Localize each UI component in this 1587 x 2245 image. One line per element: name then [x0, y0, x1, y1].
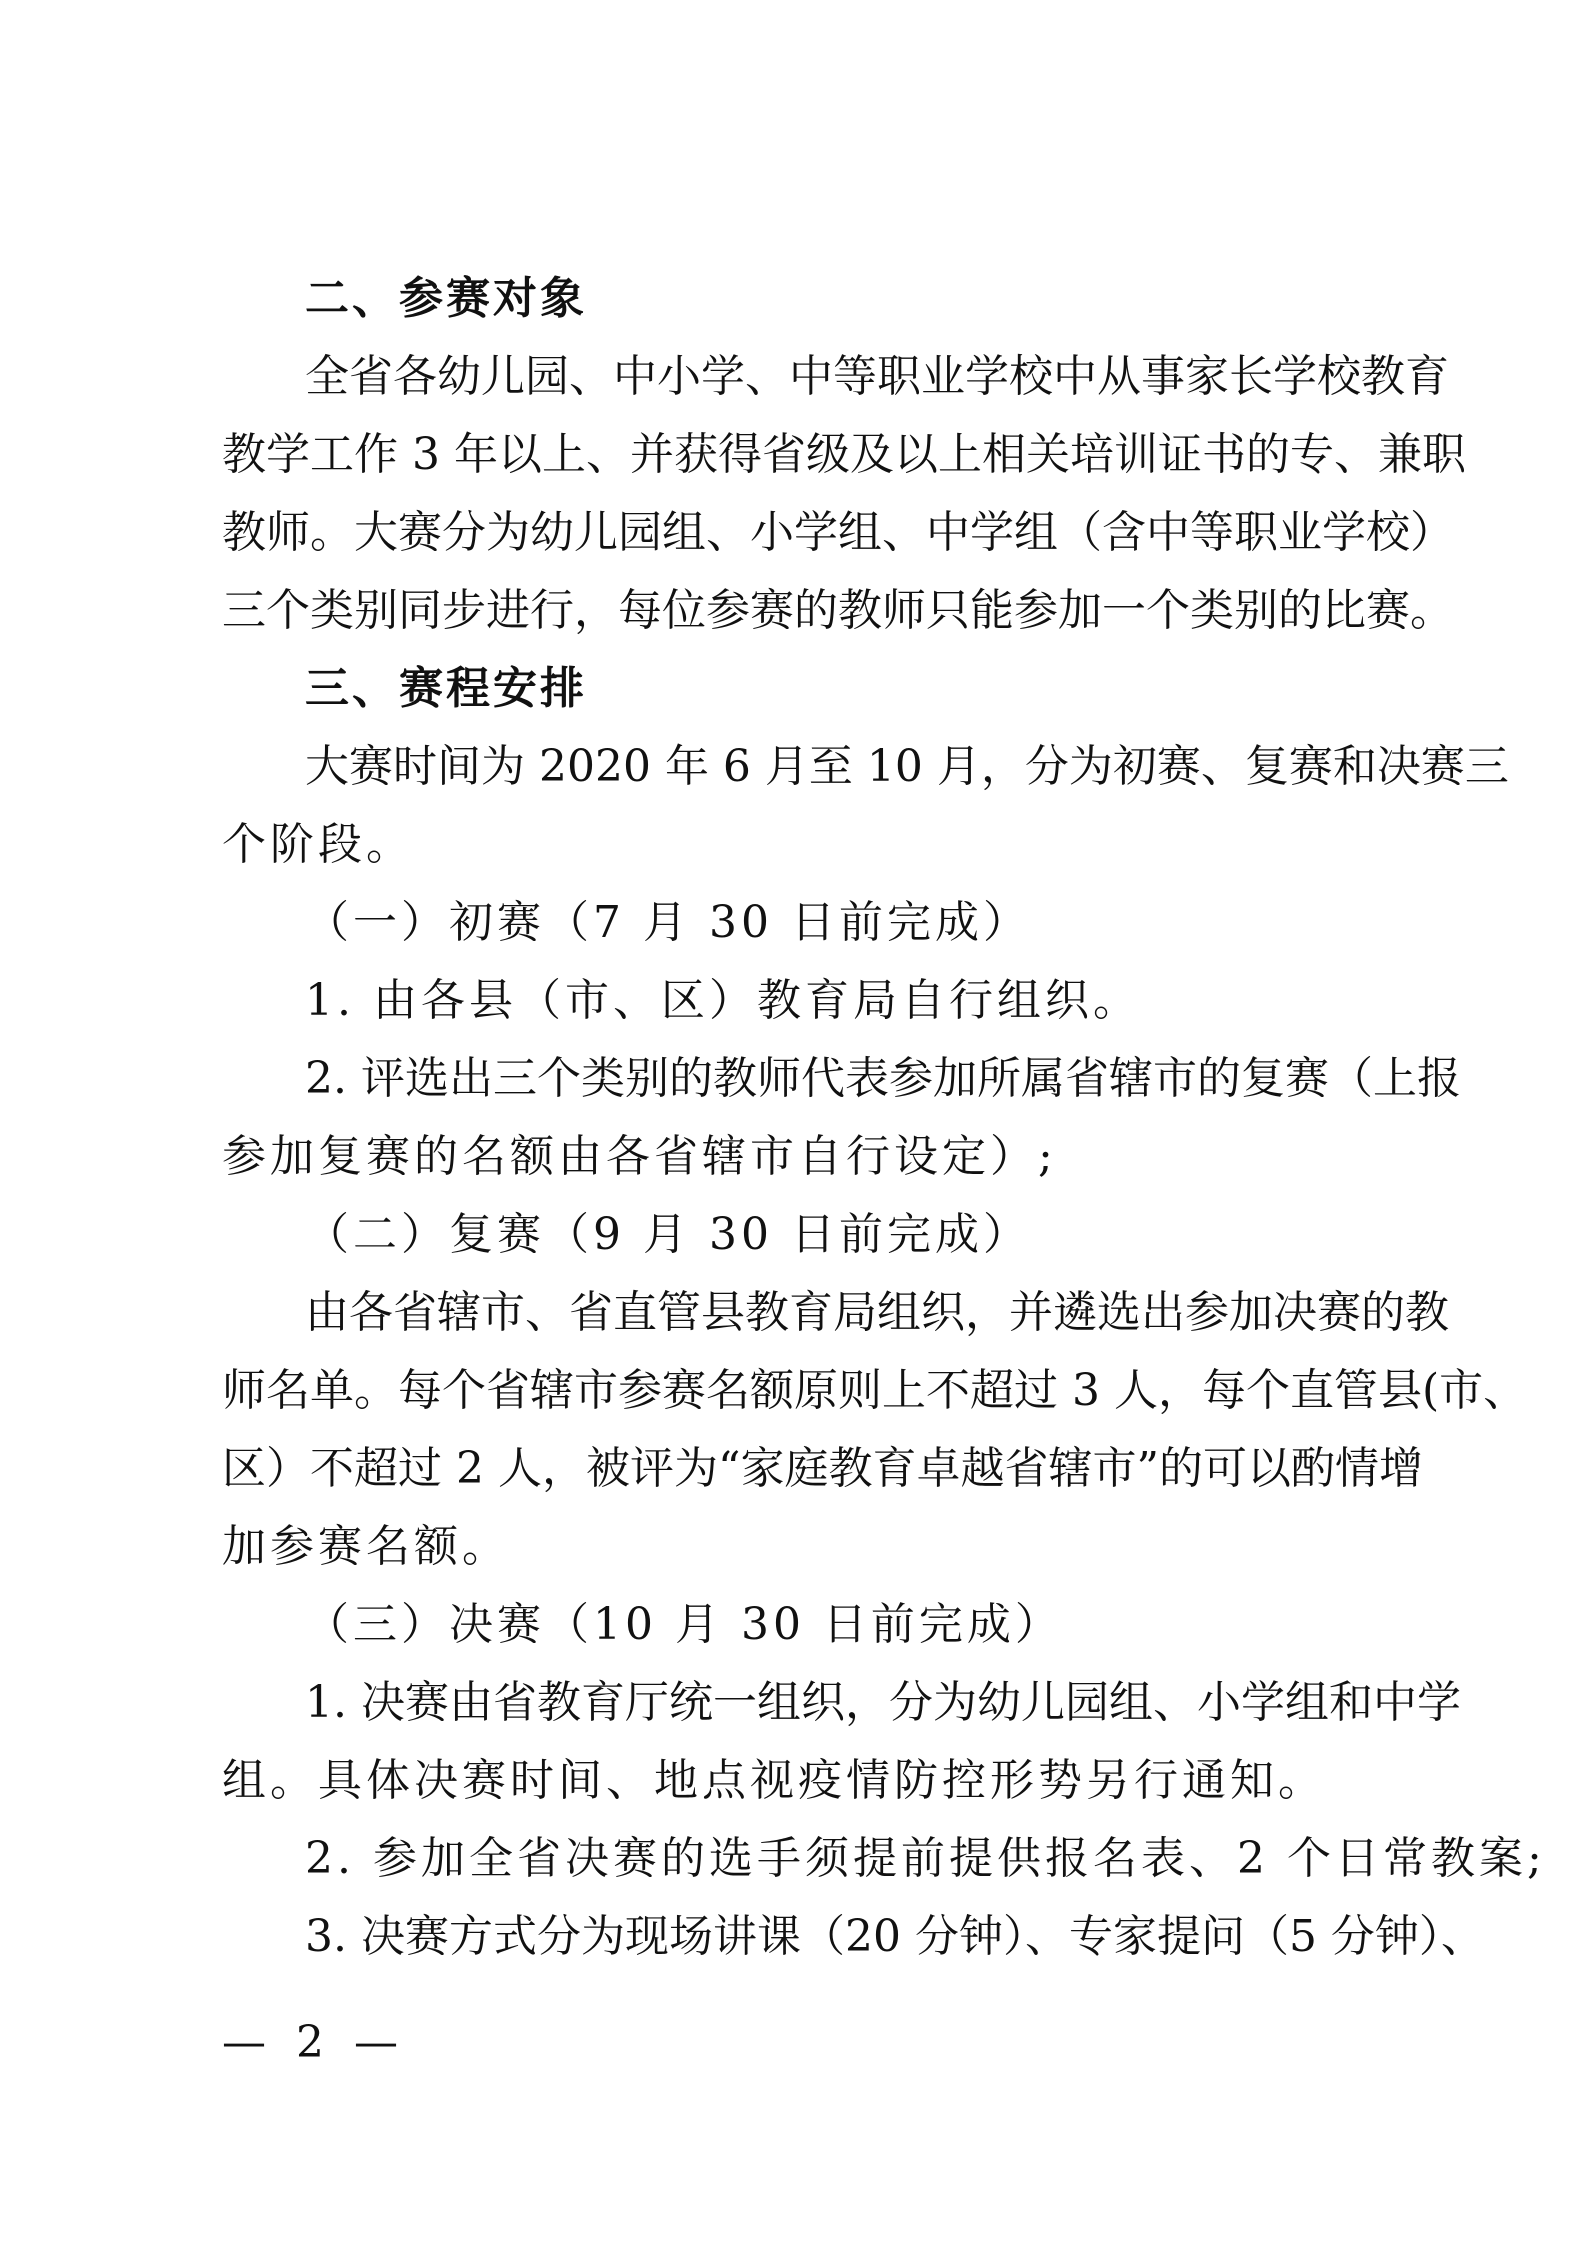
list-item: 组。具体决赛时间、地点视疫情防控形势另行通知。: [222, 1755, 1326, 1806]
subheading-preliminary: （一）初赛（7 月 30 日前完成）: [305, 897, 1031, 948]
list-item: 2. 评选出三个类别的教师代表参加所属省辖市的复赛（上报: [305, 1053, 1461, 1104]
list-item: 1. 决赛由省教育厅统一组织，分为幼儿园组、小学组和中学: [305, 1677, 1461, 1728]
list-item: 1. 由各县（市、区）教育局自行组织。: [305, 975, 1141, 1026]
subheading-semifinal: （二）复赛（9 月 30 日前完成）: [305, 1209, 1031, 1260]
paragraph-line: 个阶段。: [222, 819, 414, 870]
paragraph-line: 师名单。每个省辖市参赛名额原则上不超过 3 人，每个直管县(市、: [222, 1365, 1528, 1416]
paragraph-line: 由各省辖市、省直管县教育局组织，并遴选出参加决赛的教: [305, 1287, 1449, 1338]
section-heading-participants: 二、参赛对象: [305, 273, 587, 324]
section-heading-schedule: 三、赛程安排: [305, 663, 587, 714]
paragraph-line: 大赛时间为 2020 年 6 月至 10 月，分为初赛、复赛和决赛三: [305, 741, 1509, 792]
subheading-final: （三）决赛（10 月 30 日前完成）: [305, 1599, 1063, 1650]
list-item: 2. 参加全省决赛的选手须提前提供报名表、2 个日常教案;: [305, 1833, 1546, 1884]
page-number: — 2 —: [222, 2017, 406, 2068]
list-item: 参加复赛的名额由各省辖市自行设定）;: [222, 1131, 1057, 1182]
paragraph-line: 教学工作 3 年以上、并获得省级及以上相关培训证书的专、兼职: [222, 429, 1466, 480]
paragraph-line: 教师。大赛分为幼儿园组、小学组、中学组（含中等职业学校）: [222, 507, 1454, 558]
paragraph-line: 三个类别同步进行，每位参赛的教师只能参加一个类别的比赛。: [222, 585, 1454, 636]
list-item: 3. 决赛方式分为现场讲课（20 分钟）、专家提问（5 分钟）、: [305, 1911, 1485, 1962]
paragraph-line: 区）不超过 2 人，被评为“家庭教育卓越省辖市”的可以酌情增: [222, 1443, 1423, 1494]
paragraph-line: 全省各幼儿园、中小学、中等职业学校中从事家长学校教育: [305, 351, 1449, 402]
paragraph-line: 加参赛名额。: [222, 1521, 510, 1572]
